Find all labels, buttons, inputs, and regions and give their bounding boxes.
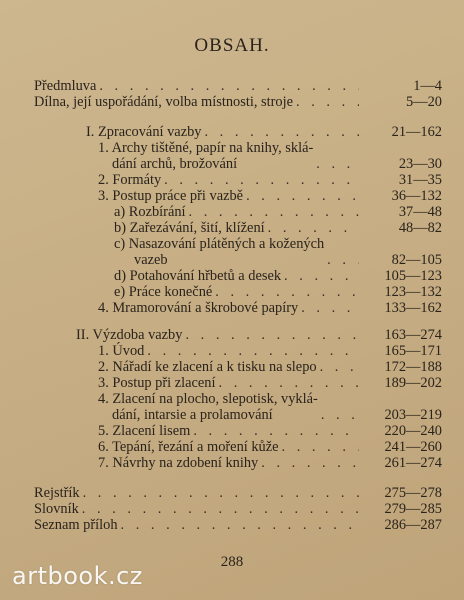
toc-entry-label: 1. Úvod: [98, 343, 145, 359]
leader-dots: [282, 439, 359, 455]
toc-entry-naradi: [34, 359, 442, 375]
toc-entry-label: Rejstřík: [34, 485, 80, 501]
toc-entry-zarezavani: [34, 220, 442, 236]
toc-entry-rozbirani: [34, 204, 442, 220]
toc-entry-pages: 286—287: [384, 517, 442, 533]
leader-dots: [261, 455, 359, 471]
page-number: 288: [220, 554, 244, 570]
toc-entry-section-2: [34, 327, 442, 343]
leader-dots: [99, 78, 359, 94]
toc-entry-postup: [34, 188, 442, 204]
toc-entry-seznam-priloh: [34, 517, 442, 533]
leader-dots: [301, 300, 359, 316]
page-title: OBSAH.: [194, 35, 270, 56]
toc-entry-postup-zlaceni: [34, 375, 442, 391]
toc-entry-navrhy: [34, 455, 442, 471]
toc-entry-zlaceni-lisem: [34, 423, 442, 439]
toc-entry-label: c) Nasazování plátěných a kožených vazeb: [114, 236, 325, 268]
site-watermark: artbook.cz: [12, 562, 143, 590]
toc-entry-pages: 21—162: [391, 124, 442, 140]
toc-entry-label: 7. Návrhy na zdobení knihy: [98, 455, 259, 471]
toc-entry-pages: 275—278: [384, 485, 442, 501]
toc-entry-label: Dílna, její uspořádání, volba místnosti, stroje: [34, 94, 293, 110]
leader-dots: [164, 172, 359, 188]
table-of-contents: [34, 78, 442, 533]
toc-entry-pages: 241—260: [384, 439, 442, 455]
toc-entry-label: Předmluva: [34, 78, 97, 94]
leader-dots: [147, 343, 359, 359]
toc-entry-label: 4. Mramorování a škrobové papíry: [98, 300, 299, 316]
leader-dots: [327, 252, 359, 268]
toc-entry-label: I. Zpracování vazby: [86, 124, 202, 140]
toc-entry-label: 3. Postup při zlacení: [98, 375, 216, 391]
leader-dots: [121, 517, 359, 533]
leader-dots: [284, 268, 359, 284]
leader-dots: [246, 188, 359, 204]
toc-entry-pages: 1—4: [413, 78, 442, 94]
toc-entry-pages: 261—274: [384, 455, 442, 471]
leader-dots: [296, 94, 359, 110]
toc-entry-pages: 48—82: [398, 220, 442, 236]
toc-entry-prace-konecne: [34, 284, 442, 300]
toc-entry-pages: 123—132: [384, 284, 442, 300]
toc-entry-label: 2. Formáty: [98, 172, 162, 188]
toc-entry-pages: 189—202: [384, 375, 442, 391]
toc-entry-pages: 279—285: [384, 501, 442, 517]
toc-entry-slovnik: [34, 501, 442, 517]
toc-entry-archy: [34, 140, 442, 172]
toc-entry-pages: 163—274: [384, 327, 442, 343]
leader-dots: [320, 359, 359, 375]
toc-entry-label: a) Rozbírání: [114, 204, 186, 220]
leader-dots: [219, 375, 359, 391]
toc-entry-pages: 36—132: [391, 188, 442, 204]
toc-entry-label: 2. Nářadí ke zlacení a k tisku na slepo: [98, 359, 317, 375]
toc-entry-pages: 37—48: [398, 204, 442, 220]
toc-entry-label: Seznam příloh: [34, 517, 118, 533]
toc-entry-label: e) Práce konečné: [114, 284, 213, 300]
toc-entry-pages: 133—162: [384, 300, 442, 316]
toc-entry-label: 4. Zlacení na plocho, slepotisk, vyklá- dání, intarsie a prolamování: [98, 391, 318, 423]
toc-entry-mramorovani: [34, 300, 442, 316]
toc-entry-potahovani: [34, 268, 442, 284]
toc-entry-pages: 82—105: [391, 252, 442, 268]
toc-entry-rejstrik: [34, 485, 442, 501]
toc-entry-nasazovani: [34, 236, 442, 268]
toc-entry-label: 1. Archy tištěné, papír na knihy, sklá- dání archů, brožování: [98, 140, 314, 172]
toc-entry-pages: 105—123: [384, 268, 442, 284]
toc-entry-predmluva: [34, 78, 442, 94]
toc-entry-tepani: [34, 439, 442, 455]
toc-entry-section-1: [34, 124, 442, 140]
toc-entry-pages: 31—35: [398, 172, 442, 188]
toc-entry-label: II. Výzdoba vazby: [76, 327, 183, 343]
leader-dots: [82, 501, 359, 517]
toc-entry-label: 6. Tepání, řezání a moření kůže: [98, 439, 279, 455]
leader-dots: [185, 327, 359, 343]
toc-entry-uvod: [34, 343, 442, 359]
toc-entry-pages: 220—240: [384, 423, 442, 439]
toc-entry-pages: 23—30: [398, 156, 442, 172]
leader-dots: [321, 407, 359, 423]
toc-entry-formaty: [34, 172, 442, 188]
toc-entry-label: Slovník: [34, 501, 79, 517]
toc-entry-pages: 165—171: [384, 343, 442, 359]
toc-entry-zlaceni-na-plocho: [34, 391, 442, 423]
leader-dots: [215, 284, 359, 300]
leader-dots: [83, 485, 359, 501]
leader-dots: [193, 423, 359, 439]
toc-entry-label: 3. Postup práce při vazbě: [98, 188, 244, 204]
leader-dots: [268, 220, 359, 236]
toc-entry-label: d) Potahování hřbetů a desek: [114, 268, 282, 284]
leader-dots: [316, 156, 359, 172]
toc-entry-pages: 172—188: [384, 359, 442, 375]
leader-dots: [189, 204, 359, 220]
leader-dots: [204, 124, 359, 140]
toc-entry-pages: 203—219: [384, 407, 442, 423]
toc-entry-label: b) Zařezávání, šití, klížení: [114, 220, 265, 236]
toc-entry-pages: 5—20: [406, 94, 442, 110]
toc-entry-dilna: [34, 94, 442, 110]
toc-entry-label: 5. Zlacení lisem: [98, 423, 191, 439]
